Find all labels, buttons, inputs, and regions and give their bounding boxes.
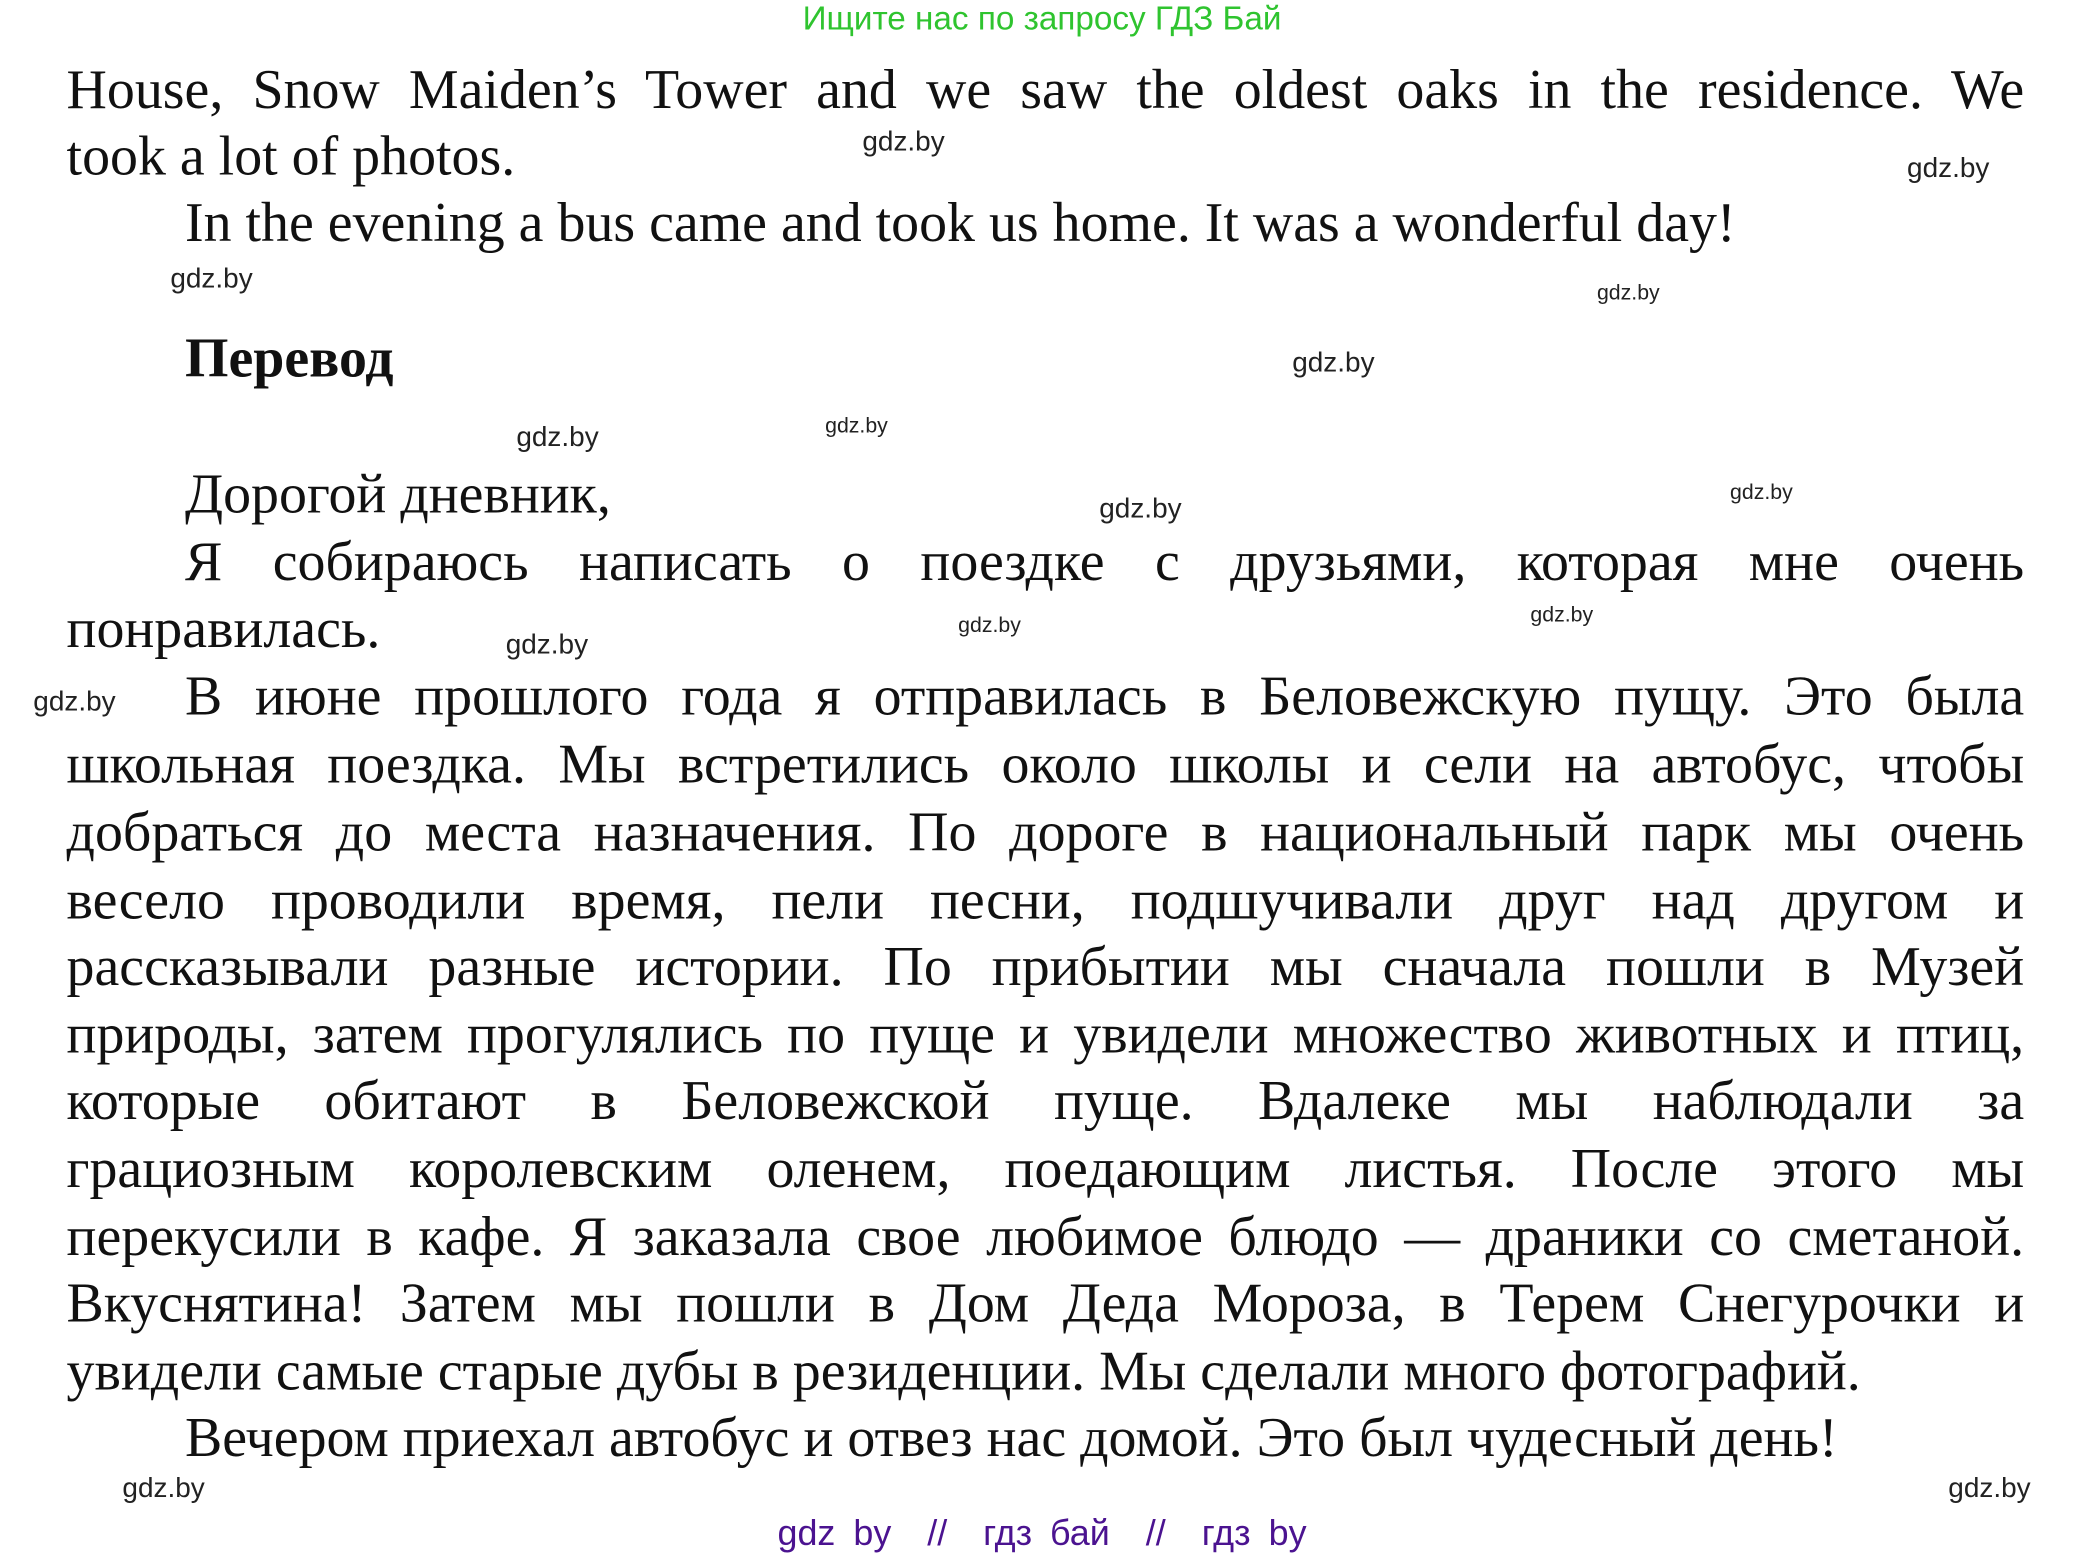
watermark: gdz.by [958,614,1021,638]
watermark: gdz.by [1907,153,1990,184]
text-line: понравилась. [66,598,381,661]
watermark: gdz.by [122,1473,205,1504]
text-line: House, Snow Maiden’s Tower and we saw the oldest oaks in the residence. We [66,59,2025,122]
text-line: рассказывали разные истории. По прибытии мы сначала пошли в Музей [66,936,2025,999]
text-line: took a lot of photos. [66,126,516,188]
search-banner: Ищите нас по запросу ГДЗ Бай [802,0,1282,38]
text-line: Вкуснятина! Затем мы пошли в Дом Деда Мороза, в Терем Снегурочки и [66,1273,2025,1335]
text-line: весело проводили время, пели песни, подшучивали друг над другом и [66,870,2025,932]
watermark: gdz.by [1292,347,1375,378]
watermark: gdz.by [1530,604,1594,627]
watermark: gdz.by [862,126,945,158]
watermark: gdz.by [516,421,599,453]
text-line: увидели самые старые дубы в резиденции. Мы сделали много фотографий. [66,1341,1861,1403]
watermark: gdz.by [825,415,888,438]
text-line: Вечером приехал автобус и отвез нас домой. Это был чудесный день! [184,1407,1838,1470]
text-line: которые обитают в Беловежской пуще. Вдалеке мы наблюдали за [66,1071,2025,1133]
translation-heading: Перевод [184,328,394,390]
watermark: gdz.by [1099,493,1182,525]
watermark: gdz.by [170,263,253,295]
text-line: природы, затем прогулялись по пуще и увидели множество животных и птиц, [66,1004,2025,1066]
text-line: добраться до места назначения. По дороге в национальный парк мы очень [66,802,2025,864]
text-line: грациозным королевским оленем, поедающим листья. После этого мы [66,1139,2025,1201]
text-line: In the evening a bus came and took us home. It was a wonderful day! [184,192,1736,255]
watermark: gdz.by [1730,481,1793,505]
watermark: gdz.by [505,629,589,661]
footer-links: gdz by // гдз бай // гдз by [777,1513,1307,1553]
text-line: В июне прошлого года я отправилась в Беловежскую пущу. Это была [184,666,2025,728]
text-line: Дорогой дневник, [184,464,611,526]
text-line: перекусили в кафе. Я заказала свое любимое блюдо — драники со сметаной. [66,1207,2025,1269]
text-line: Я собираюсь написать о поездке с друзьями, которая мне очень [184,532,2025,594]
watermark: gdz.by [1948,1473,2031,1504]
watermark: gdz.by [1596,282,1660,305]
watermark: gdz.by [33,686,116,718]
text-line: школьная поездка. Мы встретились около школы и сели на автобус, чтобы [66,734,2025,796]
